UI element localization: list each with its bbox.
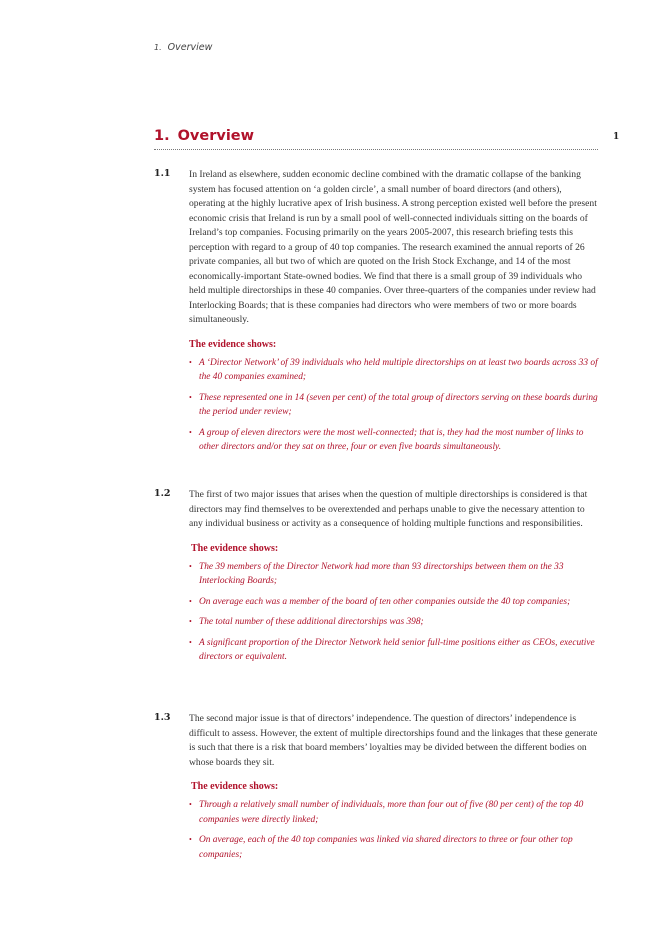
running-header <box>154 42 212 53</box>
evidence-item: • A significant proportion of the Director Network held senior full-time positions either as CEOs, executive directors or equivalent. <box>189 636 600 665</box>
section-1-3 <box>154 712 600 868</box>
evidence-item: • The 39 members of the Director Network had more than 93 directorships between them on the 33 Interlocking Boards; <box>189 560 600 589</box>
evidence-item: • A ‘Director Network’ of 39 individuals who held multiple directorships on at least two boards across 33 of the 40 companies examined; <box>189 356 600 385</box>
evidence-list <box>189 798 600 862</box>
section-number: 1.1 <box>154 168 171 179</box>
running-header-number: 1. <box>154 43 162 52</box>
chapter-title-block <box>154 128 598 150</box>
evidence-item: • On average each was a member of the board of ten other companies outside the 40 top companies; <box>189 595 600 610</box>
evidence-item: • A group of eleven directors were the most well-connected; that is, they had the most number of links to other directors and/or they sat on three, four or even five boards simultaneously. <box>189 426 600 455</box>
section-1-2 <box>154 488 600 671</box>
section-1-1 <box>154 168 600 461</box>
section-number: 1.2 <box>154 488 171 499</box>
section-paragraph: In Ireland as elsewhere, sudden economic decline combined with the dramatic collapse of the banking system has focused attention on ‘a golden circle’, a small number of board directors (and others), operating at the highly lucrative apex of Irish business. A strong perception existed well before the present economic crisis that Ireland is run by a small pool of well-connected individuals sitting on the boards of Ireland’s top companies. Focusing primarily on the years 2005-2007, this research briefing tests this perception with regard to a group of 40 top companies. The research examined the annual reports of 26 private companies, all but two of which are quoted on the Irish Stock Exchange, and 14 of the most economically-important State-owned bodies. We find that there is a small group of 39 individuals who held multiple directorships in these 40 companies. Over three-quarters of the companies under review had Interlocking Boards; that is these companies had directors who were members of two or more boards simultaneously. <box>189 169 597 325</box>
evidence-list <box>189 356 600 455</box>
chapter-number: 1. <box>154 128 170 144</box>
chapter-title: Overview <box>177 128 255 144</box>
section-paragraph: The second major issue is that of directors’ independence. The question of directors’ independence is difficult to assess. However, the extent of multiple directorships found and the linkages that these generate is such that there is a risk that board members’ loyalties may be divided between the different bodies on whose boards they sit. <box>189 713 598 768</box>
evidence-list <box>189 560 600 665</box>
evidence-heading: The evidence shows: <box>191 542 279 554</box>
evidence-heading: The evidence shows: <box>191 781 279 792</box>
section-paragraph: The first of two major issues that arises when the question of multiple directorships is considered is that directors may find themselves to be overextended and perhaps unable to give the necessary attention to any individual business or activity as a consequence of holding multiple functions and responsibilities. <box>189 489 588 529</box>
section-number: 1.3 <box>154 712 171 723</box>
evidence-item: • Through a relatively small number of individuals, more than four out of five (80 per cent) of the top 40 companies were directly linked; <box>189 798 600 827</box>
page-title <box>154 128 598 150</box>
running-header-title: Overview <box>167 42 213 53</box>
evidence-heading: The evidence shows: <box>189 338 277 350</box>
evidence-item: • The total number of these additional directorships was 398; <box>189 615 600 630</box>
evidence-item: • These represented one in 14 (seven per cent) of the total group of directors serving on these boards during the period under review; <box>189 391 600 420</box>
page-number: 1 <box>613 132 620 142</box>
evidence-item: • On average, each of the 40 top companies was linked via shared directors to three or four other top companies; <box>189 833 600 862</box>
